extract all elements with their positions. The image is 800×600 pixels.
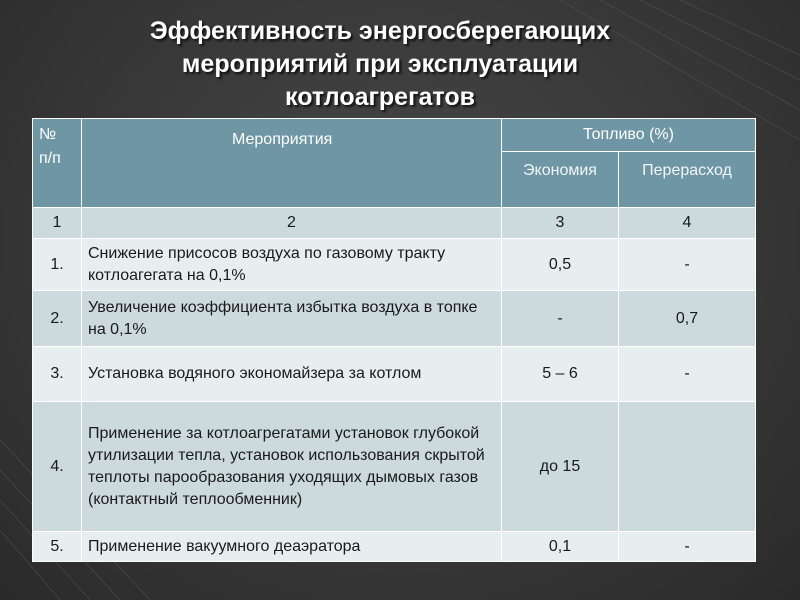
efficiency-table (32, 118, 756, 562)
row-economy: 5 – 6 (502, 347, 619, 402)
row-num: 3. (33, 347, 82, 402)
header-fuel: Топливо (%) (502, 119, 756, 152)
row-measure: Применение вакуумного деаэратора (82, 532, 502, 562)
row-num: 1. (33, 239, 82, 291)
row-measure: Установка водяного экономайзера за котлом (82, 347, 502, 402)
row-num: 5. (33, 532, 82, 562)
row-economy: - (502, 291, 619, 347)
row-num: 4. (33, 402, 82, 532)
table-row (33, 402, 756, 532)
table-row (33, 532, 756, 562)
header-num: № п/п (33, 119, 82, 208)
row-measure: Снижение присосов воздуха по газовому тракту котлоагегата на 0,1% (82, 239, 502, 291)
header-measures: Мероприятия (82, 119, 502, 208)
row-overuse: - (619, 239, 756, 291)
index-cell: 4 (619, 208, 756, 239)
row-economy: 0,1 (502, 532, 619, 562)
index-cell: 1 (33, 208, 82, 239)
row-economy: до 15 (502, 402, 619, 532)
row-measure: Применение за котлоагрегатами установок глубокой утилизации тепла, установок использования скрытой теплоты парообразования уходящих дымовых газов (контактный теплообменник) (82, 402, 502, 532)
slide-title: Эффективность энергосберегающих мероприятий при эксплуатации котлоагрегатов (149, 17, 611, 111)
table-row-index (33, 208, 756, 239)
index-cell: 3 (502, 208, 619, 239)
table-row (33, 239, 756, 291)
row-overuse: 0,7 (619, 291, 756, 347)
row-overuse: - (619, 347, 756, 402)
header-economy: Экономия (502, 152, 619, 208)
row-num: 2. (33, 291, 82, 347)
index-cell: 2 (82, 208, 502, 239)
table-row (33, 347, 756, 402)
row-overuse (619, 402, 756, 532)
row-measure: Увеличение коэффициента избытка воздуха в топке на 0,1% (82, 291, 502, 347)
table-row (33, 291, 756, 347)
header-overuse: Перерасход (619, 152, 756, 208)
row-overuse: - (619, 532, 756, 562)
row-economy: 0,5 (502, 239, 619, 291)
